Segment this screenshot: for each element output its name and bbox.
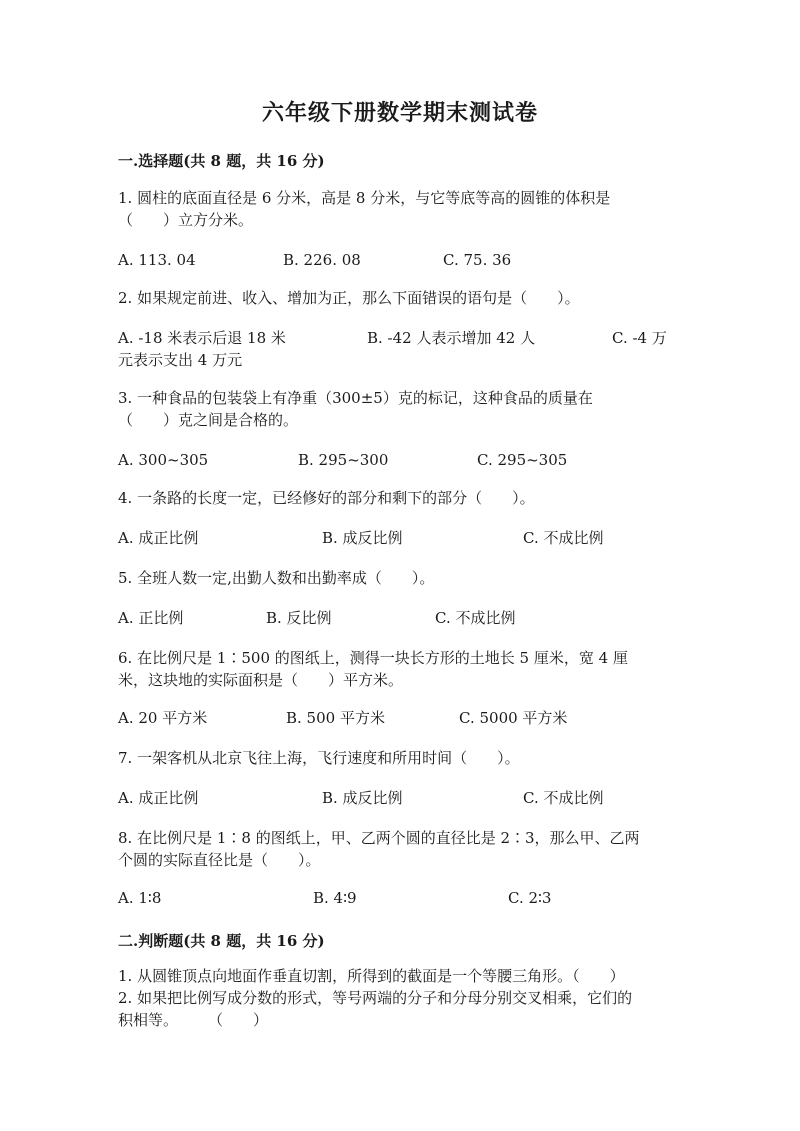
question-6-line-2: 米，这块地的实际面积是（ ）平方米。 bbox=[118, 671, 404, 689]
question-8-line-2: 个圆的实际直径比是（ ）。 bbox=[118, 851, 321, 869]
question-5-option-b: B. 反比例 bbox=[266, 609, 332, 627]
question-1-option-a: A. 113. 04 bbox=[118, 251, 196, 269]
question-1-line-1: 1. 圆柱的底面直径是 6 分米，高是 8 分米，与它等底等高的圆锥的体积是 bbox=[118, 189, 611, 207]
question-7-option-a: A. 成正比例 bbox=[118, 789, 199, 807]
question-8-option-c: C. 2∶3 bbox=[508, 889, 552, 907]
question-4-option-b: B. 成反比例 bbox=[322, 529, 403, 547]
question-8-line-1: 8. 在比例尺是 1∶8 的图纸上，甲、乙两个圆的直径比是 2∶3，那么甲、乙两 bbox=[118, 829, 640, 847]
question-6-line-1: 6. 在比例尺是 1∶500 的图纸上，测得一块长方形的土地长 5 厘米，宽 4 厘 bbox=[118, 649, 628, 667]
question-2-option-c: C. -4 万 bbox=[612, 329, 667, 347]
judgment-2-line-2: 积相等。 （ ） bbox=[118, 1011, 269, 1029]
question-5-option-a: A. 正比例 bbox=[118, 609, 184, 627]
question-6-option-c: C. 5000 平方米 bbox=[459, 709, 568, 727]
question-2-option-a: A. -18 米表示后退 18 米 bbox=[118, 329, 286, 347]
judgment-1-line-1: 1. 从圆锥顶点向地面作垂直切割，所得到的截面是一个等腰三角形。（ ） bbox=[118, 967, 625, 985]
question-3-line-1: 3. 一种食品的包装袋上有净重（300±5）克的标记，这种食品的质量在 bbox=[118, 389, 593, 407]
question-7-line-1: 7. 一架客机从北京飞往上海，飞行速度和所用时间（ ）。 bbox=[118, 749, 520, 767]
question-6-option-a: A. 20 平方米 bbox=[118, 709, 208, 727]
section-heading-judgment: 二.判断题(共 8 题，共 16 分) bbox=[118, 932, 325, 950]
question-7-option-b: B. 成反比例 bbox=[322, 789, 403, 807]
question-2-line-1: 2. 如果规定前进、收入、增加为正，那么下面错误的语句是（ ）。 bbox=[118, 289, 580, 307]
question-5-option-c: C. 不成比例 bbox=[435, 609, 516, 627]
question-4-option-c: C. 不成比例 bbox=[523, 529, 604, 547]
question-2-option-b: B. -42 人表示增加 42 人 bbox=[367, 329, 536, 347]
question-5-line-1: 5. 全班人数一定,出勤人数和出勤率成（ ）。 bbox=[118, 569, 435, 587]
section-heading-choice: 一.选择题(共 8 题，共 16 分) bbox=[118, 152, 325, 170]
question-1-option-c: C. 75. 36 bbox=[443, 251, 512, 269]
page-title: 六年级下册数学期末测试卷 bbox=[261, 100, 538, 126]
question-3-option-c: C. 295~305 bbox=[477, 451, 568, 469]
question-3-line-2: （ ）克之间是合格的。 bbox=[118, 411, 299, 429]
question-2-option-c-continued: 元表示支出 4 万元 bbox=[118, 351, 243, 369]
question-3-option-a: A. 300~305 bbox=[118, 451, 209, 469]
question-3-option-b: B. 295~300 bbox=[298, 451, 389, 469]
question-8-option-a: A. 1∶8 bbox=[118, 889, 162, 907]
question-6-option-b: B. 500 平方米 bbox=[286, 709, 385, 727]
judgment-2-line-1: 2. 如果把比例写成分数的形式，等号两端的分子和分母分别交叉相乘，它们的 bbox=[118, 989, 633, 1007]
question-4-line-1: 4. 一条路的长度一定，已经修好的部分和剩下的部分（ ）。 bbox=[118, 489, 535, 507]
question-4-option-a: A. 成正比例 bbox=[118, 529, 199, 547]
question-1-line-2: （ ）立方分米。 bbox=[118, 211, 254, 229]
question-7-option-c: C. 不成比例 bbox=[523, 789, 604, 807]
question-8-option-b: B. 4∶9 bbox=[313, 889, 357, 907]
question-1-option-b: B. 226. 08 bbox=[283, 251, 361, 269]
